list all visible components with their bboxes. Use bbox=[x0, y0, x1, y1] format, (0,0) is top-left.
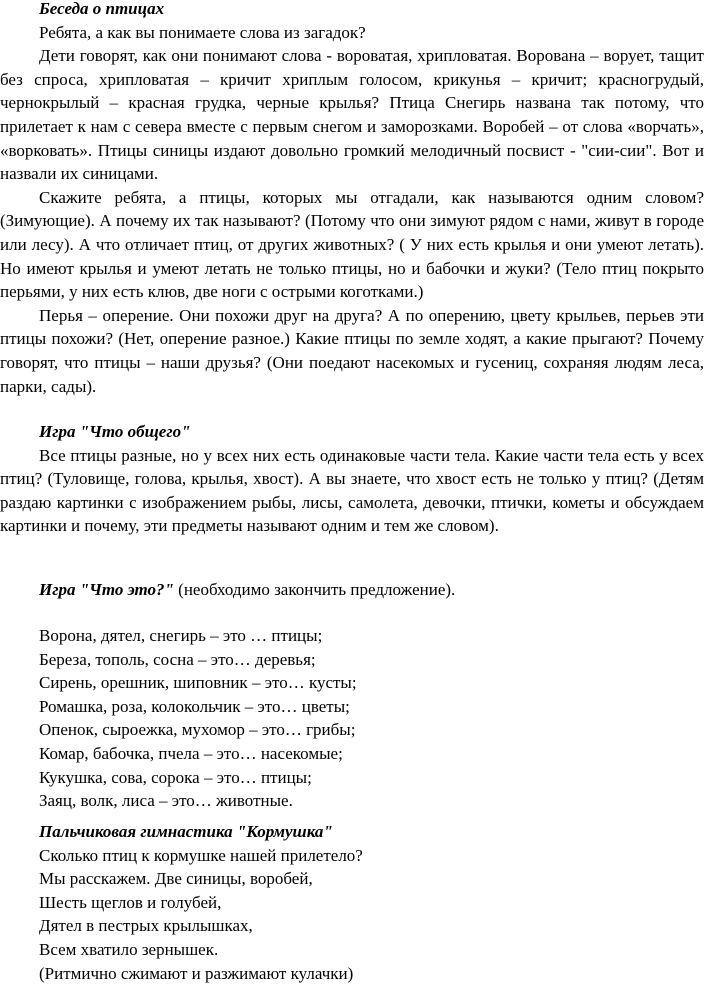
section-heading-row bbox=[0, 578, 704, 602]
poem-line: (Ритмично сжимают и разжимают кулачки) bbox=[39, 963, 354, 983]
completion-list bbox=[0, 624, 704, 813]
paragraph: Перья – оперение. Они похожи друг на друга? А по оперению, цвету крыльев, перьев эти птицы похожи? (Нет, оперение разное.) Какие птицы по земле ходят, а какие прыгают? Почему говорят, что птицы – наши друзья? (Они поедают насекомых и гусениц, сохраняя людям леса, парки, сады). bbox=[0, 305, 704, 396]
poem-line: Сколько птиц к кормушке нашей прилетело? bbox=[39, 845, 363, 865]
section-heading: Игра "Что это?" bbox=[39, 580, 174, 599]
paragraph: Дети говорят, как они понимают слова - вороватая, хрипловатая. Ворована – ворует, тащит без спроса, хрипловатая – кричит хриплым голосом, крикунья – кричит; красногрудый, чернокрылый – красная грудка, черные крылья? Птица Снегирь названа так потому, что прилетает к нам с севера вместе с первым снегом и заморозками. Воробей – от слова «ворчать», «ворковать». Птицы синицы издают довольно громкий мелодичный посвист - "сии-сии". Вот и назвали их синицами. bbox=[0, 46, 704, 184]
list-item: Ворона, дятел, снегирь – это … птицы; bbox=[39, 626, 323, 645]
list-item: Заяц, волк, лиса – это… животные. bbox=[39, 791, 293, 811]
paragraph: Все птицы разные, но у всех них есть одинаковые части тела. Какие части тела есть у всех птиц? (Туловище, голова, крылья, хвост). А вы знаете, что хвост есть не только у птиц? (Детям раздаю картинки с изображением рыбы, лисы, самолета, девочки, птички, кометы и обсуждаем картинки и почему, эти предметы называют одним и тем же словом). bbox=[0, 445, 704, 536]
list-item: Ромашка, роза, колокольчик – это… цветы; bbox=[39, 696, 350, 716]
list-item: Комар, бабочка, пчела – это… насекомые; bbox=[39, 743, 343, 763]
list-item: Опенок, сыроежка, мухомор – это… грибы; bbox=[39, 720, 356, 740]
section-conversation bbox=[0, 0, 704, 398]
heading-suffix: (необходимо закончить предложение). bbox=[173, 580, 456, 599]
poem-line: Шесть щеглов и голубей, bbox=[39, 892, 222, 912]
section-heading: Игра "Что общего" bbox=[39, 422, 191, 441]
section-game-what-is-it bbox=[0, 578, 704, 602]
paragraph: Ребята, а как вы понимаете слова из загадок? bbox=[39, 22, 366, 42]
section-heading: Пальчиковая гимнастика "Кормушка" bbox=[39, 822, 333, 841]
paragraph: Скажите ребята, а птицы, которых мы отгадали, как называются одним словом? (Зимующие). А почему их так называют? (Потому что они зимуют рядом с нами, живут в городе или лесу). А что отличает птиц, от других животных? ( У них есть крылья и они умеют летать). Но имеют крылья и умеют летать не только птицы, но и бабочки и жуки? (Тело птиц покрыто перьями, у них есть клюв, две ноги с острыми коготками.) bbox=[0, 187, 704, 302]
section-finger-gymnastics bbox=[0, 820, 704, 985]
poem-line: Мы расскажем. Две синицы, воробей, bbox=[39, 869, 313, 889]
list-item: Сирень, орешник, шиповник – это… кусты; bbox=[39, 673, 357, 693]
poem-line: Дятел в пестрых крылышках, bbox=[39, 916, 253, 936]
section-heading: Беседа о птицах bbox=[39, 0, 165, 18]
poem-line: Всем хватило зернышек. bbox=[39, 939, 219, 959]
section-game-common bbox=[0, 420, 704, 538]
list-item: Кукушка, сова, сорока – это… птицы; bbox=[39, 767, 312, 787]
list-item: Береза, тополь, сосна – это… деревья; bbox=[39, 649, 316, 669]
